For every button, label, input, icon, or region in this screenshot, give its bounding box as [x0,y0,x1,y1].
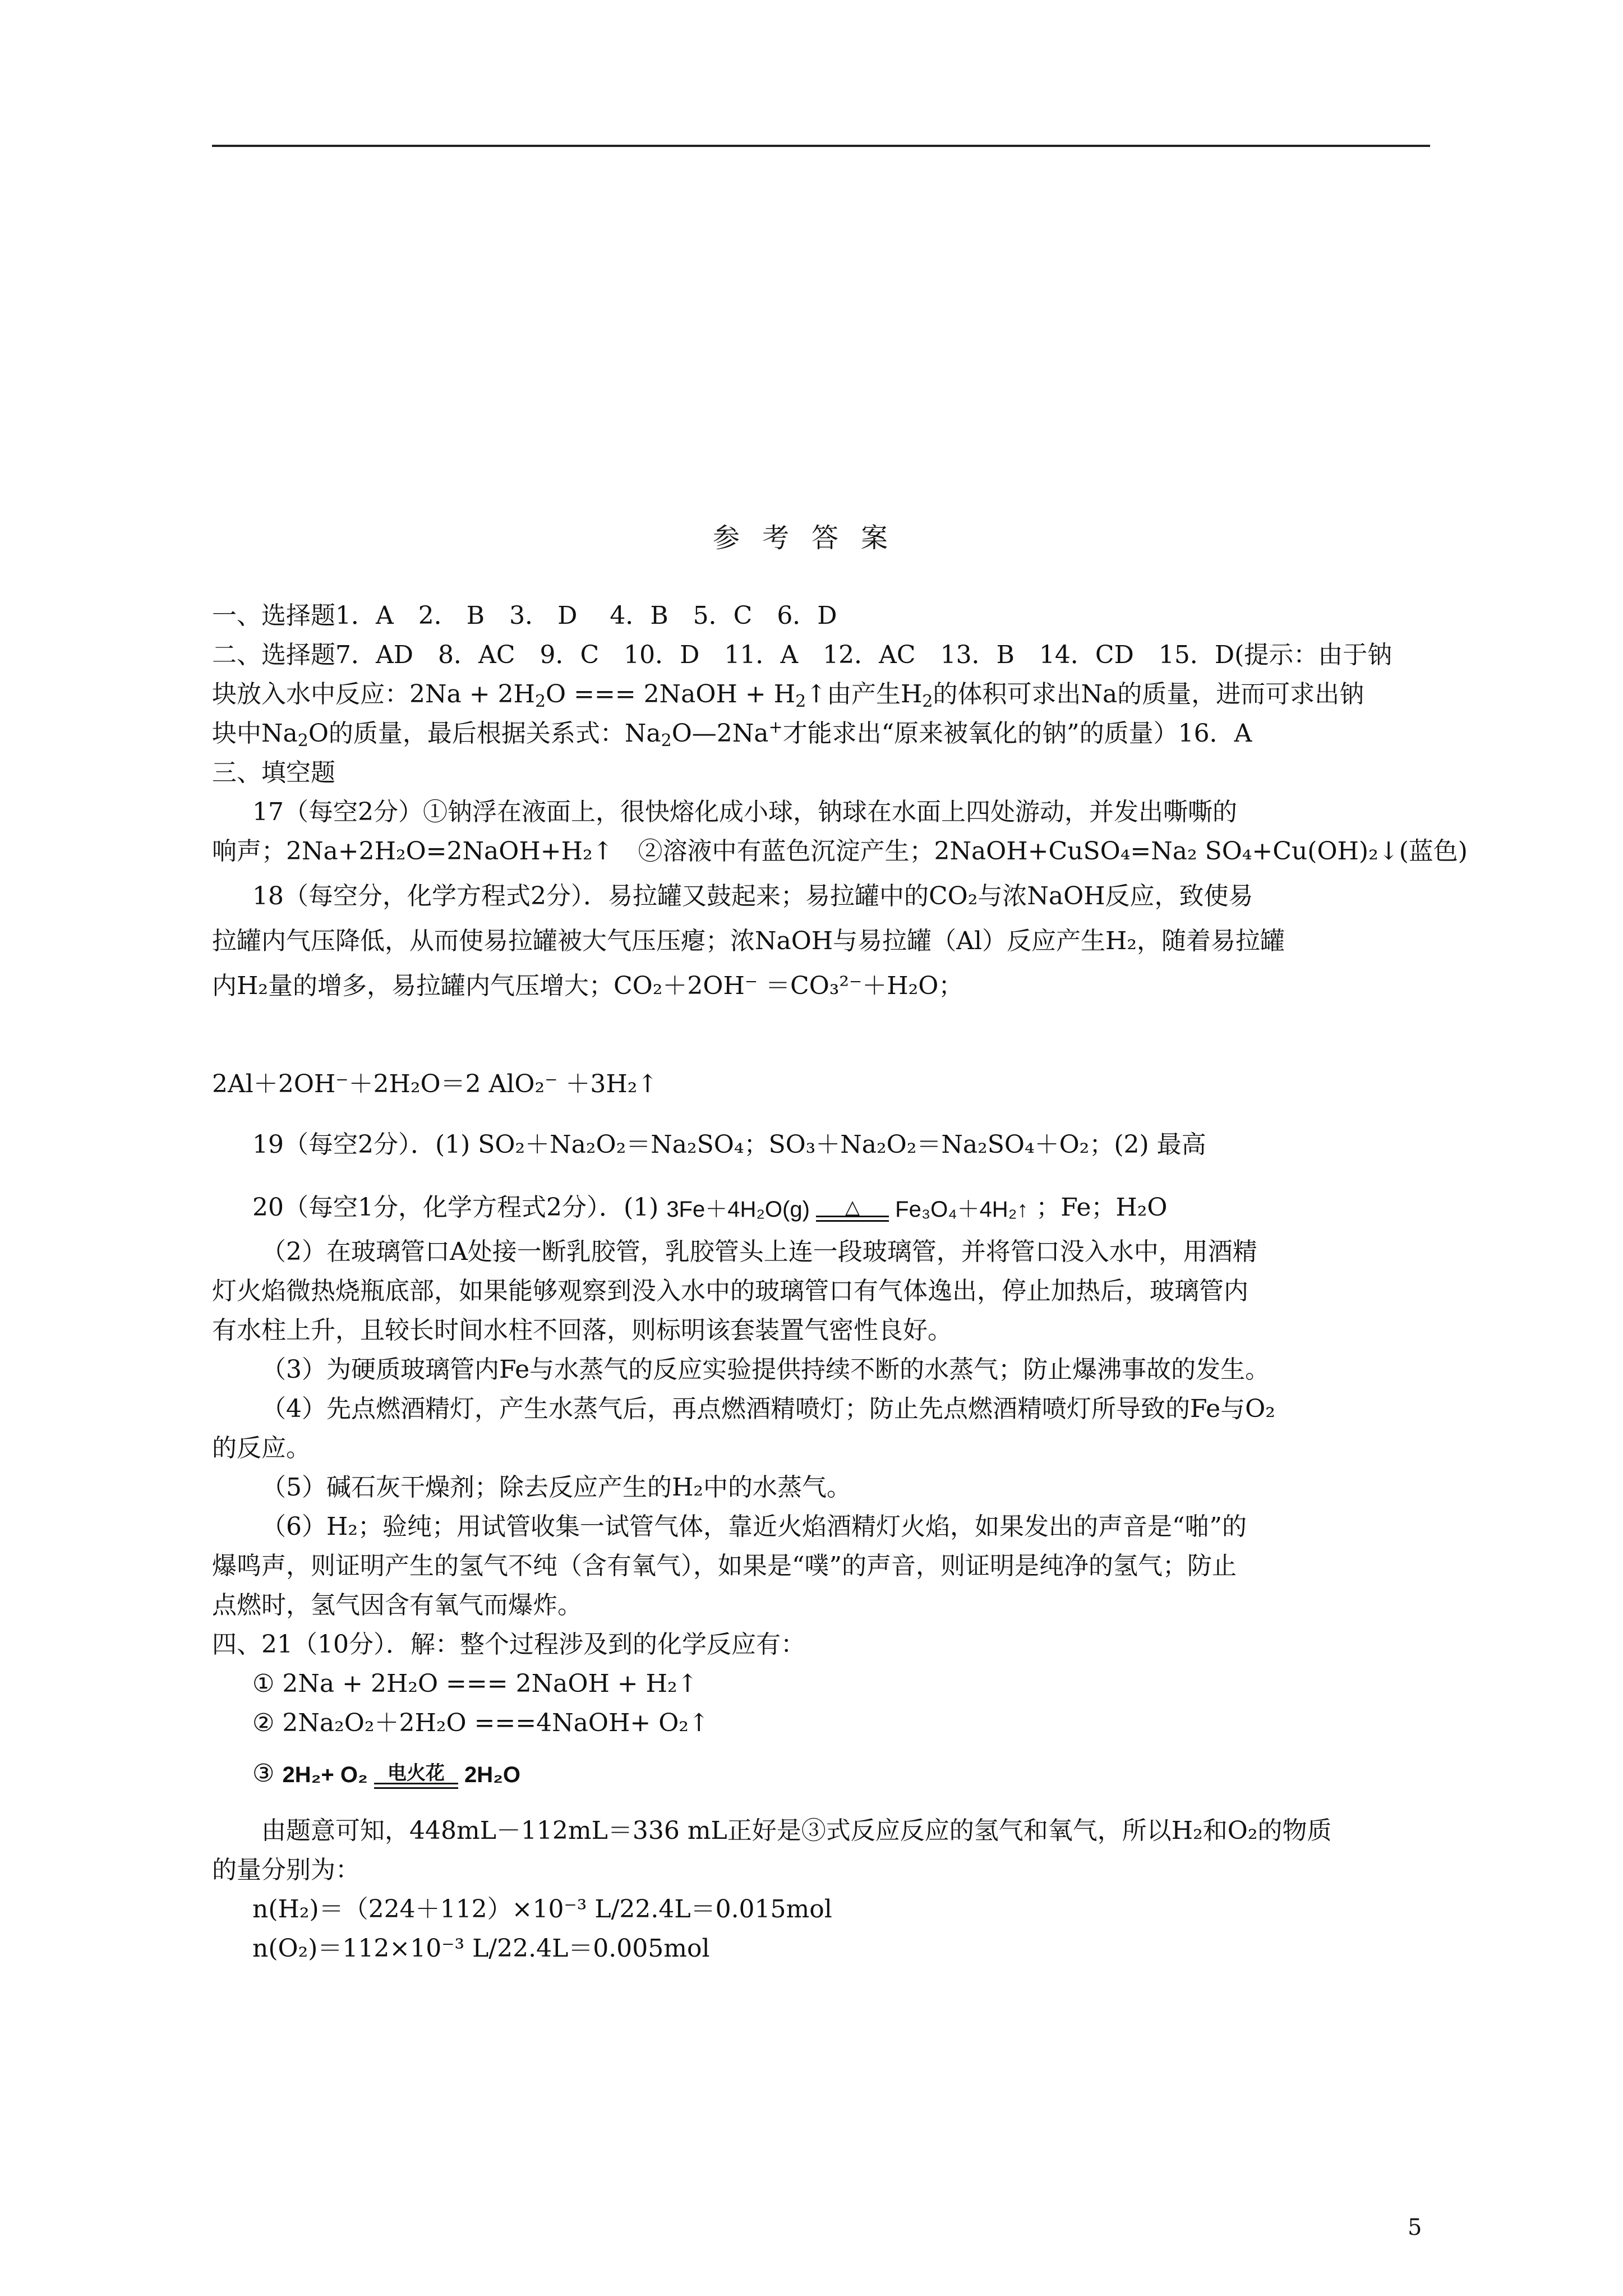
section-2-line-2: 块放入水中反应：$2Na + 2H_2O$ === 2NaOH + $H_2↑$由产生$H_2$的体积可求出Na的质量，进而可求出钠 [212,680,1364,711]
q20-2-line-3: 有水柱上升，且较长时间水柱不回落，则标明该套装置气密性良好。 [212,1315,952,1345]
q17-line-1: 17（每空2分）①钠浮在液面上，很快熔化成小球，钠球在水面上四处游动，并发出嘶嘶的 [252,798,1237,826]
q21-n-o2: n(O₂)＝112×10⁻³ L/22.4L＝0.005mol [252,1934,710,1963]
q21-para-line-1: 由题意可知，448mL－112mL＝336 mL正好是③式反应反应的氢气和氧气，所以H₂和O₂的物质 [261,1816,1332,1845]
q21-reaction-1: ① 2Na + 2H₂O === 2NaOH + H₂↑ [252,1669,698,1698]
answer-body [212,596,1468,1006]
section-2-line-1: 二、选择题7．AD 8．AC 9．C 10．D 11．A 12．AC 13．B 14．CD 15．D(提示：由于钠 [212,641,1393,669]
header-rule [212,145,1430,147]
page-title: 参考答案 [712,522,910,554]
q18-equation-block [212,1065,1430,1104]
q20-2-line-1: （2）在玻璃管口A处接一断乳胶管，乳胶管头上连一段玻璃管，并将管口没入水中，用酒精 [261,1237,1257,1266]
q18-line-3: 内H₂量的增多，易拉罐内气压增大；CO₂＋2OH⁻ ＝CO₃²⁻＋H₂O； [212,972,963,1000]
q20-3-line: （3）为硬质玻璃管内Fe与水蒸气的反应实验提供持续不断的水蒸气；防止爆沸事故的发生。 [261,1355,1270,1384]
q17-line-2: 响声；2Na+2H₂O=2NaOH+H₂↑ ②溶液中有蓝色沉淀产生；2NaOH+CuSO₄=Na₂ SO₄+Cu(OH)₂↓(蓝色) [212,837,1468,866]
q20-6-line-3: 点燃时，氢气因含有氧气而爆炸。 [212,1590,582,1619]
q21-reaction-3-equation: 2H₂+ O₂ 电火花 2H₂O [282,1755,520,1795]
q18-line-2: 拉罐内气压降低，从而使易拉罐被大气压压瘪；浓NaOH与易拉罐（Al）反应产生H₂，随着易拉罐 [212,927,1285,955]
q19-block [212,1125,1430,1165]
q20-5-line: （5）碱石灰干燥剂；除去反应产生的H₂中的水蒸气。 [261,1473,852,1502]
section-2-line-3: 块中$Na_2O$的质量，最后根据关系式：$Na_2O—2Na^+$才能求出“原来被氧化的钠”的质量）16．A [212,717,1252,751]
q20-head-line: 20（每空1分，化学方程式2分）．(1) 3Fe＋4H₂O(g) △ Fe₃O₄＋4H₂↑ ；Fe；H₂O [212,1188,1430,1229]
section-1-choices: 一、选择题1．A 2． B 3． D 4．B 5．C 6．D [212,601,837,630]
q18-line-4: 2Al＋2OH⁻＋2H₂O＝2 AlO₂⁻ ＋3H₂↑ [212,1070,658,1098]
q20-equation: 3Fe＋4H₂O(g) △ Fe₃O₄＋4H₂↑ [666,1197,1029,1222]
section-3-heading: 三、填空题 [212,758,335,787]
page-number: 5 [1408,2215,1422,2240]
q18-line-1: 18（每空分，化学方程式2分）．易拉罐又鼓起来；易拉罐中的CO₂与浓NaOH反应，致使易 [252,882,1253,910]
q21-reaction-3: ③ 2H₂+ O₂ 电火花 2H₂O [212,1754,1430,1795]
q21-n-h2: n(H₂)＝（224＋112）×10⁻³ L/22.4L＝0.015mol [252,1895,832,1924]
q20-block [212,1188,1430,1968]
q21-para-line-2: 的量分别为： [212,1856,360,1884]
q21-head-line: 四、21（10分）．解：整个过程涉及到的化学反应有： [212,1630,805,1659]
q20-4-line-2: 的反应。 [212,1433,311,1462]
q20-4-line-1: （4）先点燃酒精灯，产生水蒸气后，再点燃酒精喷灯；防止先点燃酒精喷灯所导致的Fe与O₂ [261,1394,1275,1423]
q19-line: 19（每空2分）．(1) SO₂＋Na₂O₂＝Na₂SO₄；SO₃＋Na₂O₂＝Na₂SO₄＋O₂；(2) 最高 [252,1130,1206,1159]
q20-6-line-1: （6）H₂；验纯；用试管收集一试管气体，靠近火焰酒精灯火焰，如果发出的声音是“啪”的 [261,1512,1247,1541]
q20-6-line-2: 爆鸣声，则证明产生的氢气不纯（含有氧气），如果是“噗”的声音，则证明是纯净的氢气；防止 [212,1551,1237,1580]
q20-2-line-2: 灯火焰微热烧瓶底部，如果能够观察到没入水中的玻璃管口有气体逸出，停止加热后，玻璃管内 [212,1276,1248,1305]
q21-reaction-2: ② 2Na₂O₂＋2H₂O ===4NaOH+ O₂↑ [252,1708,709,1737]
